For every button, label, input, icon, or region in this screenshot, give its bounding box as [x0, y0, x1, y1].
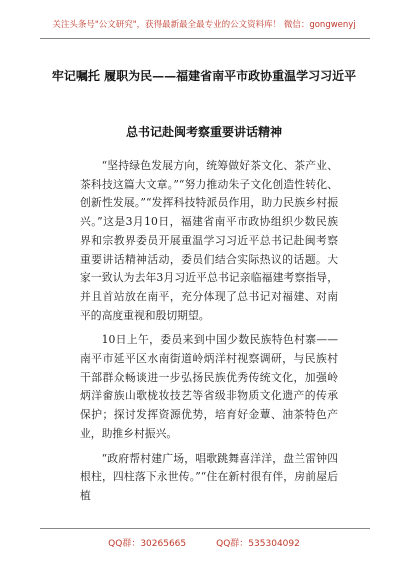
footer — [0, 536, 408, 549]
paragraph-3: “政府帮村建广场，唱歌跳舞喜洋洋，盘兰雷钟四根柱，四柱落下永世传。”“住在新村很有伴，房前屋后植 — [80, 451, 338, 502]
footer-qq-group-1: QQ群：30265665 — [108, 539, 187, 549]
paragraph-1: “坚持绿色发展方向，统筹做好茶文化、茶产业、茶科技这篇大文章。”“努力推动朱子文化创造性转化、创新性发展。”“发挥科技特派员作用，助力民族乡村振兴。”这是3月10日，福建省南平市政协组织少数民族界和宗教界委员开展重温学习习近平总书记赴闽考察重要讲话精神活动，委员们结合实际热议的话题。大家一致认为去年3月习近平总书记亲临福建考察指导，并且首站放在南平，充分体现了总书记对福建、对南平的高度重视和殷切期望。 — [80, 159, 338, 322]
document-body — [80, 157, 338, 512]
footer-qq-group-2: QQ群：535304092 — [216, 539, 300, 549]
footer-divider — [40, 528, 370, 529]
header-divider — [40, 38, 370, 39]
document-title-line-1: 牢记嘱托 履职为民——福建省南平市政协重温学习习近平 — [51, 69, 357, 83]
header-note: 关注头条号"公文研究"，获得最新最全最专业的公文资料库！ 微信：gongwenyj — [52, 20, 356, 30]
document-title-line-2: 总书记赴闽考察重要讲话精神 — [125, 125, 282, 139]
paragraph-2: 10日上午，委员来到中国少数民族特色村寨——南平市延平区水南街道岭炳洋村视察调研，与民族村干部群众畅谈进一步弘扬民族优秀传统文化，加强岭炳洋畲族山歌栊妆技艺等省级非物质文化遗产的传承保护；探讨发挥资源优势，培育好金蕈、油茶特色产业，助推乡村振兴。 — [80, 333, 338, 440]
